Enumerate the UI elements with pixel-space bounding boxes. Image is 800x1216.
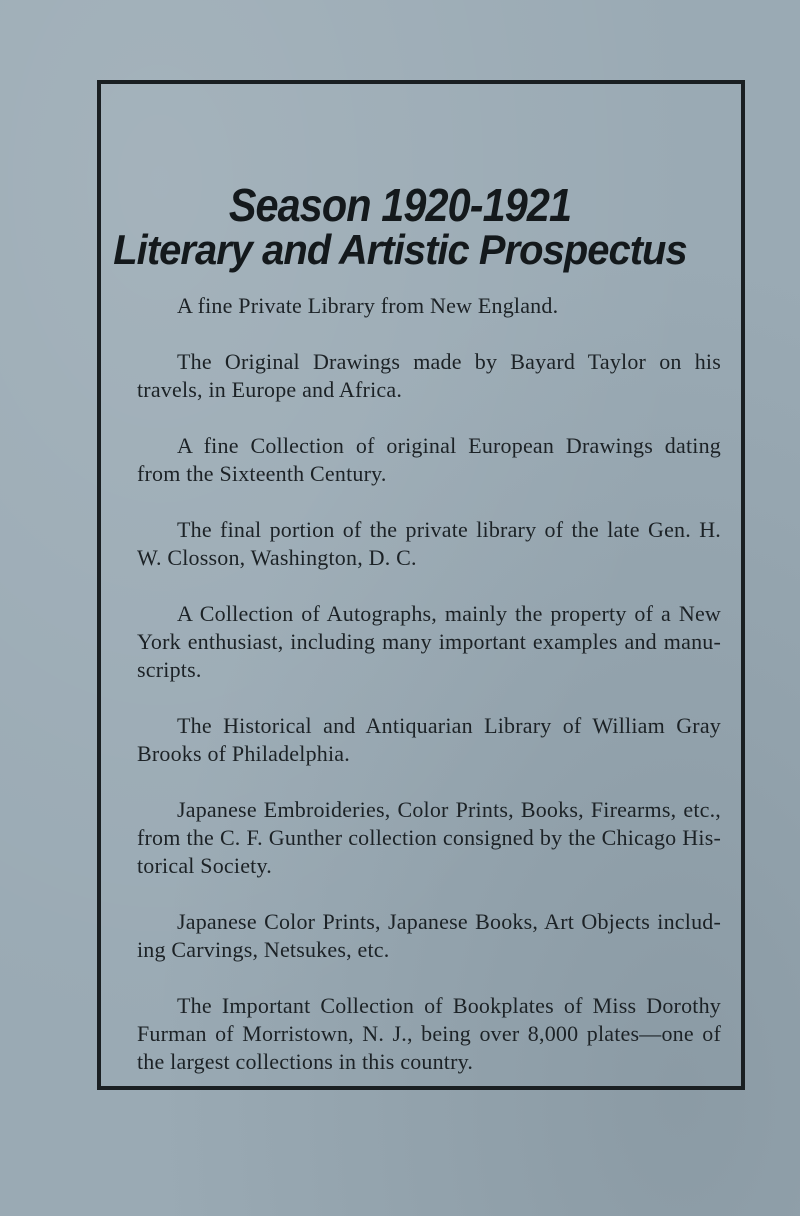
list-item: The Historical and Antiquarian Library of William Gray Brooks of Philadelphia. [137, 713, 721, 766]
list-item: A fine Private Library from New England. [177, 293, 559, 318]
season-heading: Season 1920-1921 [228, 179, 572, 231]
list-item: The Original Drawings made by Bayard Taylor on his travels, in Europe and Africa. [137, 349, 721, 402]
prospectus-list [137, 292, 721, 1104]
list-item: The final portion of the private library of the late Gen. H. W. Closson, Washington, D. C. [137, 517, 721, 570]
list-item: Japanese Embroideries, Color Prints, Books, Firearms, etc., from the C. F. Gunther collection consigned by the Chicago His-torical Society. [137, 797, 721, 878]
prospectus-title: Literary and Artistic Prospectus [113, 226, 687, 273]
list-item: Japanese Color Prints, Japanese Books, Art Objects includ-ing Carvings, Netsukes, etc. [137, 909, 721, 962]
list-item: A Collection of Autographs, mainly the property of a New York enthusiast, including many important examples and manu-scripts. [137, 601, 721, 682]
list-item: The Important Collection of Bookplates of Miss Dorothy Furman of Morristown, N. J., being over 8,000 plates—one of the largest collections in this country. [137, 993, 721, 1074]
list-item: A fine Collection of original European Drawings dating from the Sixteenth Century. [137, 433, 721, 486]
